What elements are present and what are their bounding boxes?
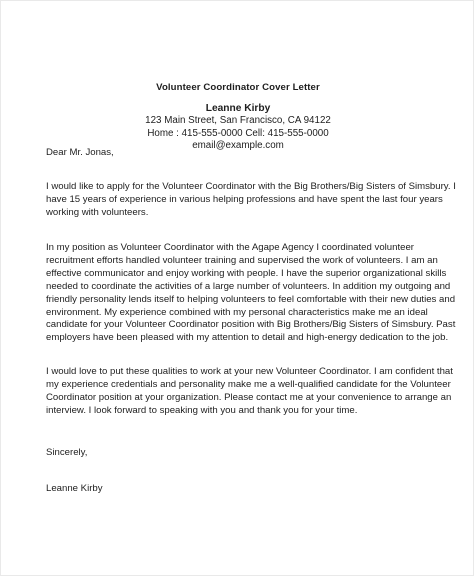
paragraph-line: environment. My experience combined with my personal characteristics make me an ideal bbox=[46, 306, 428, 318]
greeting-text: Dear Mr. Jonas, bbox=[46, 147, 114, 158]
paragraph-line: employers have been pleased with my attention to detail and high-energy dedication to the job. bbox=[46, 332, 449, 344]
paragraph-line: recruitment efforts handled volunteer training and supervised the work of volunteers. I am an bbox=[46, 254, 438, 266]
paragraph-line: I would love to put these qualities to work at your new Volunteer Coordinator. I am confident that bbox=[46, 366, 453, 377]
signature-name: Leanne Kirby bbox=[46, 483, 103, 494]
paragraph-3 bbox=[46, 366, 453, 418]
paragraph-line: working with volunteers. bbox=[46, 206, 149, 218]
document-title: Volunteer Coordinator Cover Letter bbox=[156, 82, 320, 93]
paragraph-1 bbox=[46, 181, 456, 220]
sender-email: email@example.com bbox=[192, 140, 284, 152]
paragraph-line: have 15 years of experience in various helping professions and have spent the last four years bbox=[46, 193, 443, 205]
closing bbox=[46, 447, 431, 460]
greeting bbox=[46, 147, 431, 160]
signature bbox=[46, 483, 431, 496]
paragraph-line: needed to coordinate the activities of a large number of volunteers. In addition my outgoing and bbox=[46, 280, 451, 292]
paragraph-line: friendly personality lends itself to helping volunteers to feel comfortable with their new duties and bbox=[46, 293, 456, 305]
sender-phones: Home : 415-555-0000 Cell: 415-555-0000 bbox=[147, 127, 329, 139]
paragraph-line: interview. I look forward to speaking with you and thank you for your time. bbox=[46, 404, 358, 416]
sender-name: Leanne Kirby bbox=[205, 103, 271, 114]
paragraph-line: I would like to apply for the Volunteer Coordinator with the Big Brothers/Big Sisters of Simsbury. I bbox=[46, 181, 456, 192]
sender-address: 123 Main Street, San Francisco, CA 94122 bbox=[145, 115, 331, 127]
paragraph-line: candidate for your Volunteer Coordinator position with Big Brothers/Big Sisters of Simsbury. Past bbox=[46, 319, 456, 331]
paragraph-line: Coordinator position at your organization. Please contact me at your convenience to arrange an bbox=[46, 391, 452, 403]
closing-text: Sincerely, bbox=[46, 447, 88, 458]
paragraph-line: my experience credentials and personality make me a well-qualified candidate for the Volunteer bbox=[46, 378, 451, 390]
sender-header bbox=[1, 103, 474, 153]
paragraph-line: In my position as Volunteer Coordinator with the Agape Agency I coordinated volunteer bbox=[46, 242, 414, 253]
paragraph-2 bbox=[46, 242, 456, 345]
paragraph-line: effective communicator and enjoy working with people. I have the superior organizational skills bbox=[46, 267, 447, 279]
